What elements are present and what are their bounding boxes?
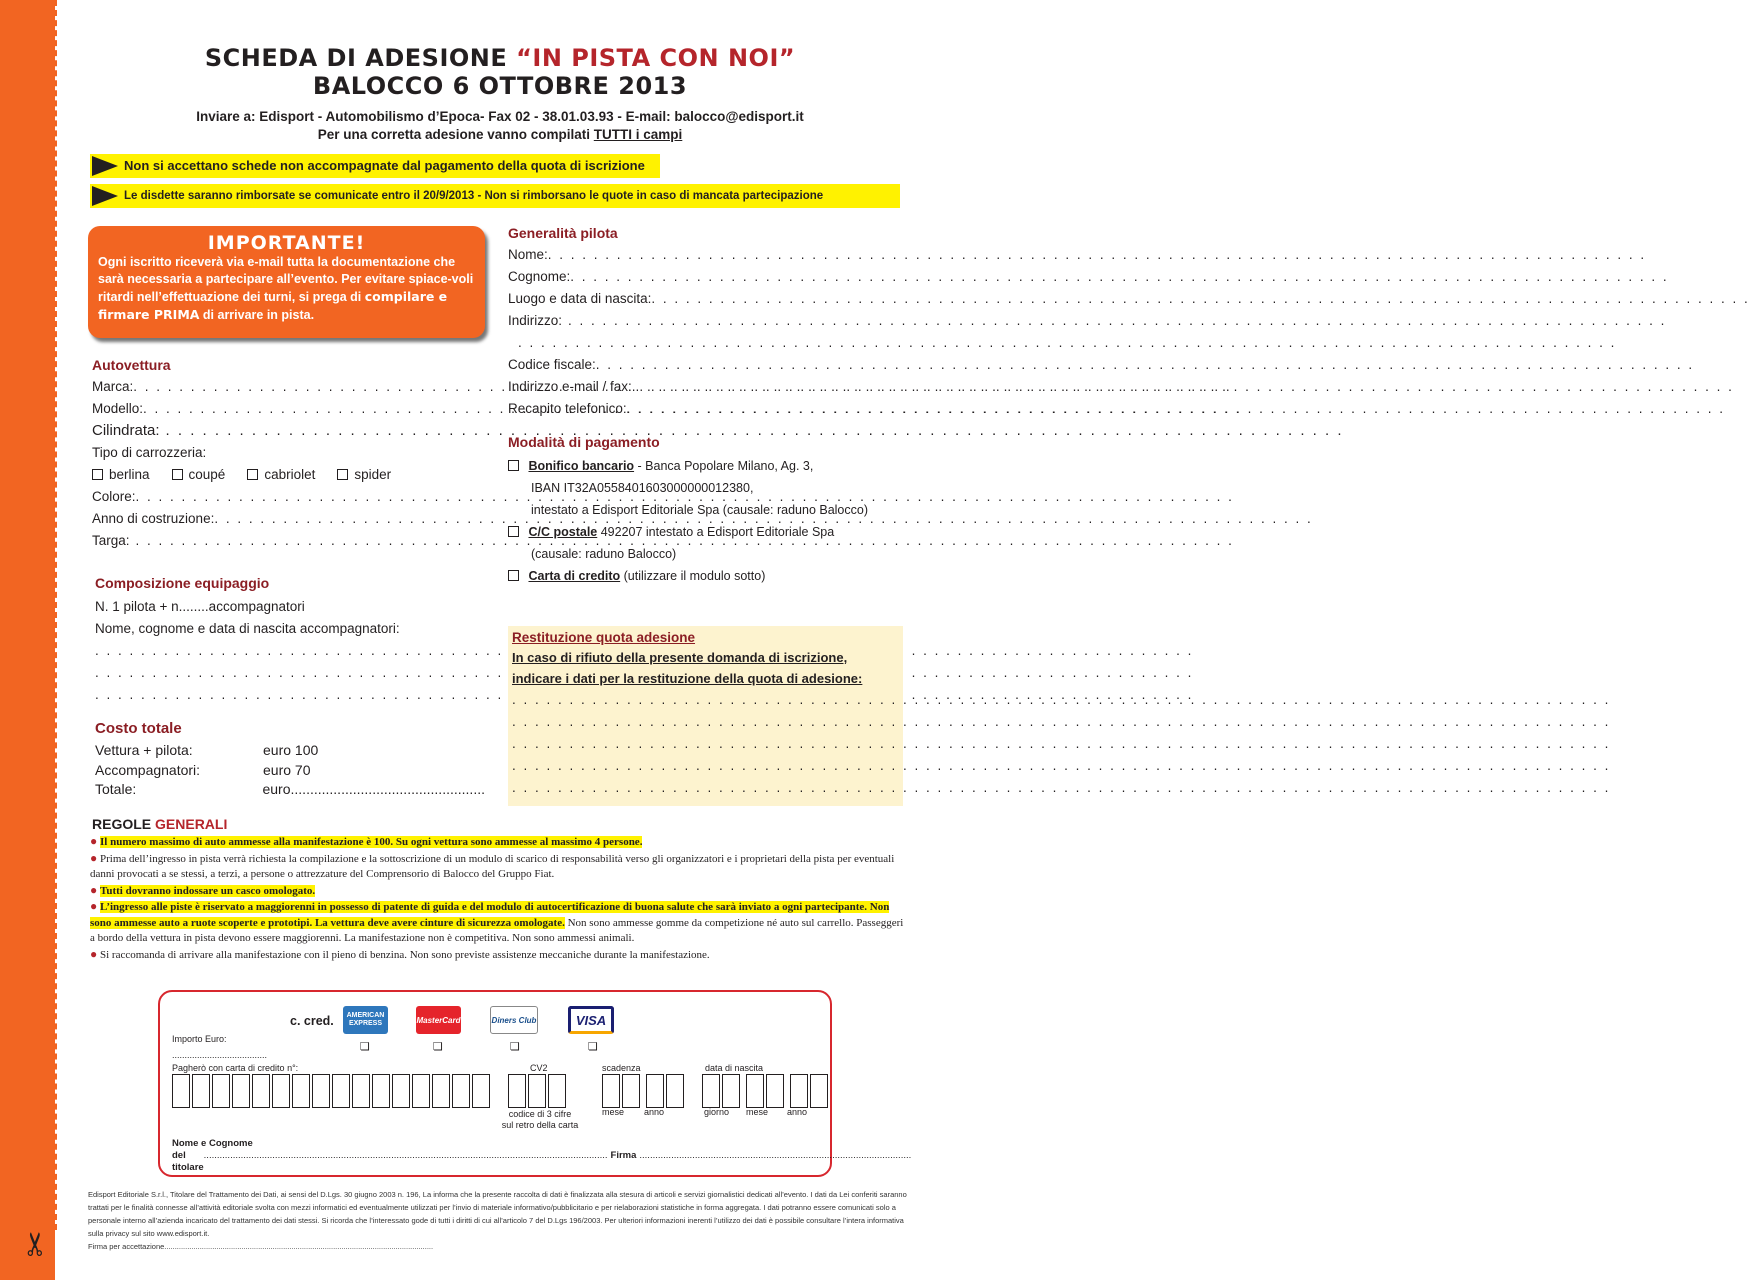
field-label: Luogo e data di nascita:	[508, 291, 652, 306]
cost-value: euro 70	[263, 761, 311, 778]
title-part: SCHEDA DI ADESIONE	[204, 44, 517, 72]
pilot-section	[508, 244, 903, 420]
field-label: Modello:	[92, 401, 144, 416]
codice-field[interactable]	[508, 354, 903, 376]
body-option-coupe[interactable]	[172, 464, 226, 486]
pilot-heading: Generalità pilota	[508, 225, 618, 241]
option-label: spider	[354, 467, 392, 482]
diners-logo: Diners Club	[490, 1006, 538, 1034]
notice-text: Non si accettano schede non accompagnate dal pagamento della quota di iscrizione	[124, 158, 645, 173]
option-detail: (utilizzare il modulo sotto)	[620, 569, 766, 583]
mese-label: mese	[746, 1107, 769, 1117]
rules-heading-a: REGOLE	[92, 816, 156, 832]
checkbox-icon	[247, 469, 258, 480]
anno-field[interactable]	[92, 508, 484, 530]
field-dots	[568, 310, 1666, 332]
credit-card-form	[158, 990, 912, 1177]
important-box	[88, 226, 485, 338]
rule-text: Il numero massimo di auto ammesse alla manifestazione è 100. Su ogni vettura sono ammesse al massimo 4 persone.	[100, 836, 643, 848]
auto-section	[92, 376, 484, 552]
fill-note-text: Per una corretta adesione vanno compilati	[317, 127, 594, 142]
rule-item	[90, 899, 910, 947]
field-label: Nome:	[508, 247, 548, 262]
cost-label: Totale:	[95, 781, 137, 797]
cost-row	[95, 761, 485, 781]
bonifico-causale: intestato a Edisport Editoriale Spa (causale: raduno Balocco)	[531, 503, 868, 517]
important-text-c: di arrivare in pista.	[199, 308, 315, 322]
refund-heading: Restituzione quota adesione	[512, 630, 696, 645]
field-label: Recapito telefonico:	[508, 401, 627, 416]
option-label: Carta di credito	[528, 569, 621, 583]
cv2-note	[500, 1109, 580, 1131]
rule-text: Tutti dovranno indossare un casco omologato.	[100, 884, 316, 897]
checkbox-icon	[508, 570, 519, 581]
payment-credito[interactable]	[508, 565, 903, 587]
option-label: berlina	[109, 467, 150, 482]
colore-field[interactable]	[92, 486, 484, 508]
option-label: C/C postale	[528, 525, 598, 539]
cost-label: Vettura + pilota:	[95, 742, 193, 758]
diners-checkbox[interactable]: ❏	[510, 1040, 520, 1053]
crew-section	[95, 596, 485, 706]
tear-off-strip	[0, 0, 55, 1280]
scadenza-label: scadenza	[602, 1063, 641, 1073]
rules-list	[90, 834, 910, 963]
option-detail: - Banca Popolare Milano, Ag. 3,	[634, 459, 814, 473]
rule-text: Si raccomanda di arrivare alla manifestazione con il pieno di benzina. Non sono previste assistenze meccaniche durante la manifestazione.	[100, 948, 710, 961]
refund-field[interactable]	[512, 777, 899, 799]
checkbox-icon	[172, 469, 183, 480]
card-number-field[interactable]	[172, 1074, 492, 1108]
bullet-icon: ●	[90, 850, 98, 865]
cv2-note-line: codice di 3 cifre	[508, 1109, 572, 1119]
field-label: Indirizzo e-mail / fax:.	[508, 379, 636, 394]
field-dots	[596, 354, 1694, 376]
cost-table	[95, 741, 485, 800]
rule-text: L’ingresso alle piste è riservato a maggiorenni in possesso di patente di guida e del modulo di autocertificazione di buona salute che sarà inviato a ogni partecipante. Non sono ammesse auto a ruote scoperte e prototipi. La vettura deve avere cinture di sicurezza omologate.	[90, 901, 890, 929]
modello-field[interactable]	[92, 398, 484, 420]
payment-section	[508, 455, 903, 587]
send-to: Inviare a: Edisport - Automobilismo d’Epoca- Fax 02 - 38.01.03.93 - E-mail: balocco@edisport.it	[196, 109, 804, 124]
iban: IBAN IT32A0558401603000000012380,	[531, 481, 754, 495]
fill-note-emphasis: TUTTI i campi	[593, 127, 683, 142]
bullet-icon: ●	[90, 946, 98, 961]
indirizzo-line[interactable]	[508, 332, 903, 354]
page-title	[70, 44, 930, 72]
important-emphasis: compilare e firmare PRIMA	[98, 289, 448, 322]
arrow-icon	[92, 186, 118, 206]
refund-field[interactable]	[512, 711, 899, 733]
field-dots	[627, 398, 1725, 420]
crew-line[interactable]	[95, 662, 485, 684]
refund-field[interactable]	[512, 733, 899, 755]
bullet-icon: ●	[90, 899, 98, 913]
field-label: Anno di costruzione:	[92, 511, 215, 526]
nascita-label: data di nascita	[705, 1063, 764, 1073]
cut-line	[55, 0, 57, 1230]
payment-postale[interactable]	[508, 521, 903, 543]
crew-count[interactable]: N. 1 pilota + n........accompagnatori	[95, 599, 305, 614]
cilindrata-field[interactable]	[92, 420, 484, 442]
rule-item	[90, 834, 910, 851]
checkbox-icon	[508, 460, 519, 471]
refund-content	[508, 626, 903, 799]
cv2-field[interactable]	[508, 1074, 568, 1108]
luogo-field[interactable]	[508, 288, 903, 310]
holder-label	[172, 1138, 912, 1174]
option-label: cabriolet	[264, 467, 316, 482]
field-dots	[512, 711, 1610, 733]
crew-heading: Composizione equipaggio	[95, 575, 270, 591]
bullet-icon: ●	[90, 882, 98, 897]
nascita-field[interactable]	[702, 1074, 830, 1108]
title-event: “IN PISTA CON NOI”	[516, 44, 796, 72]
rule-item	[90, 947, 910, 964]
cv2-label: CV2	[530, 1063, 548, 1073]
field-dots	[512, 689, 1610, 711]
targa-field[interactable]	[92, 530, 484, 552]
holder-label-line: del titolare	[172, 1150, 204, 1173]
field-dots	[512, 733, 1610, 755]
rule-text: Prima dell’ingresso in pista verrà richiesta la compilazione e la sottoscrizione di un modulo di scarico di responsabilità verso gli organizzatori e i proprietari della pista per eventuali danni provocati a se stessi, a terzi, a persone o attrezzature del Comprensorio di Balocco del Gruppo Fiat.	[90, 852, 895, 880]
rule-item	[90, 851, 910, 883]
acceptance-signature[interactable]: Firma per accettazione.................................................................................................................................	[88, 1242, 434, 1251]
fill-note	[70, 126, 930, 144]
bullet-icon: ●	[90, 834, 98, 848]
anno-label: anno	[644, 1107, 665, 1117]
holder-row	[172, 1150, 912, 1174]
field-dots	[570, 266, 1668, 288]
field-label: Cilindrata:	[92, 422, 160, 439]
indirizzo-field[interactable]	[508, 310, 903, 332]
field-label: Targa:	[92, 533, 130, 548]
checkbox-icon	[92, 469, 103, 480]
field-label: Colore:	[92, 489, 136, 504]
rules-heading-b: GENERALI	[155, 816, 228, 832]
body-option-berlina[interactable]	[92, 464, 150, 486]
rule-item	[90, 883, 910, 900]
field-dots	[512, 755, 1610, 777]
mastercard-checkbox[interactable]: ❏	[433, 1040, 443, 1053]
field-dots	[512, 777, 1610, 799]
body-option-cabriolet[interactable]	[247, 464, 315, 486]
amex-logo: AMERICAN EXPRESS	[343, 1006, 388, 1034]
body-options	[92, 464, 484, 486]
field-label: Indirizzo:	[508, 313, 563, 328]
payment-heading: Modalità di pagamento	[508, 434, 660, 450]
firma-field[interactable]: .......................................................................................................	[639, 1150, 912, 1161]
visa-logo: VISA	[568, 1006, 614, 1034]
field-dots	[636, 376, 1734, 398]
arrow-icon	[92, 156, 118, 176]
checkbox-icon	[508, 526, 519, 537]
scadenza-field[interactable]	[602, 1074, 686, 1108]
refund-box	[508, 626, 903, 806]
holder-label-line: Nome e Cognome	[172, 1138, 253, 1149]
crew-line[interactable]	[95, 640, 485, 662]
mastercard-logo: MasterCard	[416, 1006, 461, 1034]
crew-line[interactable]	[95, 684, 485, 706]
holder-field[interactable]: .........................................................................................................................................................	[203, 1150, 608, 1161]
cost-row	[95, 741, 485, 761]
marca-field[interactable]	[92, 376, 484, 398]
field-dots	[548, 244, 1646, 266]
mese-label: mese	[602, 1107, 625, 1117]
cost-row[interactable]	[95, 780, 485, 800]
cost-value: euro..................................................	[262, 781, 485, 797]
cv2-note-line: sul retro della carta	[501, 1120, 579, 1130]
importo-label: Importo Euro:	[172, 1034, 227, 1044]
option-detail: 492207 intestato a Edisport Editoriale Spa	[597, 525, 835, 539]
option-label: Bonifico bancario	[528, 459, 635, 473]
postale-causale: (causale: raduno Balocco)	[531, 547, 677, 561]
checkbox-icon	[337, 469, 348, 480]
cost-label: Accompagnatori:	[95, 761, 201, 778]
email-field[interactable]	[508, 376, 903, 398]
notice-text: Le disdette saranno rimborsate se comunicate entro il 20/9/2013 - Non si rimborsano le quote in caso di mancata partecipazione	[124, 190, 824, 202]
rule-text: Non sono ammesse gomme da competizione né auto sul carrello. Passeggeri a bordo della vettura in pista devono essere maggiorenni. La manifestazione non è competitiva. Non sono ammessi animali.	[90, 916, 904, 944]
refund-line: indicare i dati per la restituzione della quota di adesione:	[512, 671, 863, 686]
ccred-label: c. cred.	[290, 1014, 334, 1028]
tel-field[interactable]	[508, 398, 903, 420]
auto-heading: Autovettura	[92, 357, 171, 373]
rules-heading	[92, 816, 227, 832]
field-dots	[518, 332, 1616, 354]
nome-field[interactable]	[508, 244, 903, 266]
important-heading: IMPORTANTE!	[207, 232, 366, 254]
refund-field[interactable]	[512, 755, 899, 777]
firma-label: Firma	[610, 1150, 637, 1161]
privacy-notice: Edisport Editoriale S.r.l., Titolare del Trattamento dei Dati, ai sensi del D.Lgs. 30 giugno 2003 n. 196, La informa che la presente raccolta di dati è finalizzata alla stesura di articoli e servizi giornalistici dedicati all’evento. I dati da Lei conferiti saranno trattati per le finalità connesse all’attività editoriale svolta con mezzi informatici ed eventualmente utilizzati per l’invio di materiale informativo/pubblicitario e per rielaborazioni statistiche in forma aggregata. I dati potranno essere comunicati solo a personale interno all’azienda incaricato del trattamento dei dati stessi. Si ricorda che l’interessato gode di tutti i diritti di cui all’articolo 7 del D.Lgs 196/2003. Per ulteriori informazioni inerenti l’utilizzo dei dati è possibile consultare l’intera informativa sulla privacy sul sito www.edisport.it.	[88, 1190, 907, 1238]
scissors-icon: ✂	[16, 1230, 55, 1258]
field-label: Codice fiscale:	[508, 357, 596, 372]
important-text	[98, 254, 475, 324]
field-label: Marca:	[92, 379, 134, 394]
body-option-spider[interactable]	[337, 464, 391, 486]
notice-bar-1	[90, 154, 660, 178]
card-number-label: Pagherò con carta di credito n°:	[172, 1063, 299, 1073]
important-text-a: Ogni iscritto riceverà via e-mail tutta la documentazione che sarà necessaria a partecipare all’evento. Per evitare spiace-voli ritardi nell’effettuazione dei turni, si prega di	[98, 255, 474, 304]
cost-heading: Costo totale	[95, 720, 182, 737]
giorno-label: giorno	[704, 1107, 730, 1117]
anno-label: anno	[787, 1107, 808, 1117]
acceptance-label: Firma per accettazione	[88, 1242, 165, 1251]
field-dots	[166, 420, 1344, 442]
cost-value: euro 100	[263, 742, 319, 758]
notice-bar-2	[90, 184, 900, 208]
importo-field[interactable]: ......................................	[172, 1050, 268, 1060]
tipo-label: Tipo di carrozzeria:	[92, 445, 207, 460]
cognome-field[interactable]	[508, 266, 903, 288]
visa-checkbox[interactable]: ❏	[588, 1040, 598, 1053]
refund-line: In caso di rifiuto della presente domanda di iscrizione,	[512, 650, 848, 665]
payment-bonifico[interactable]	[508, 455, 903, 477]
field-dots	[651, 288, 1749, 310]
page-subtitle: BALOCCO 6 OTTOBRE 2013	[312, 72, 688, 100]
option-label: coupé	[188, 467, 226, 482]
refund-field[interactable]	[512, 689, 899, 711]
crew-names-label: Nome, cognome e data di nascita accompagnatori:	[95, 621, 400, 636]
amex-checkbox[interactable]: ❏	[360, 1040, 370, 1053]
field-label: Cognome:	[508, 269, 571, 284]
